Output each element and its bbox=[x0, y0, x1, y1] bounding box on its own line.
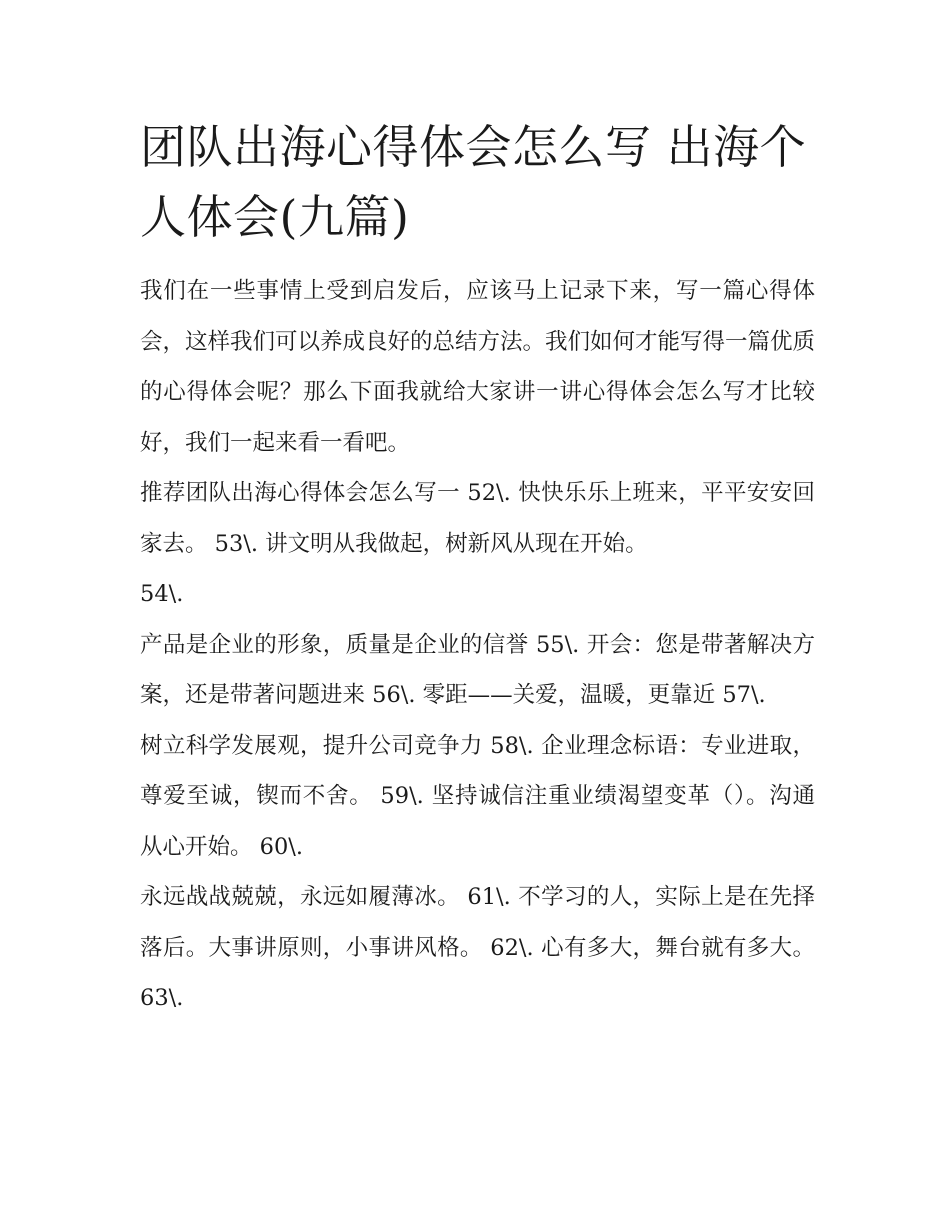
paragraph-slogans-61-63: 永远战战兢兢，永远如履薄冰。 61\. 不学习的人，实际上是在先择落后。大事讲原则，小事讲风格。 62\. 心有多大，舞台就有多大。 63\. bbox=[140, 884, 815, 1011]
paragraph-intro: 我们在一些事情上受到启发后，应该马上记录下来，写一篇心得体会，这样我们可以养成良好的总结方法。我们如何才能写得一篇优质的心得体会呢？那么下面我就给大家讲一讲心得体会怎么写才比较好，我们一起来看一看吧。 bbox=[140, 278, 816, 456]
document-title: 团队出海心得体会怎么写 出海个人体会(九篇) bbox=[140, 120, 807, 244]
paragraph-slogans-52-54: 推荐团队出海心得体会怎么写一 52\. 快快乐乐上班来，平平安安回家去。 53\. 讲文明从我做起，树新风从现在开始。 54\. bbox=[140, 480, 815, 607]
paragraph-slogans-58-60: 树立科学发展观，提升公司竞争力 58\. 企业理念标语：专业进取，尊爱至诚，锲而不舍。 59\. 坚持诚信注重业绩渴望变革（）。沟通从心开始。 60\. bbox=[140, 732, 815, 860]
document-page bbox=[140, 112, 815, 1024]
paragraph-slogans-55-57: 产品是企业的形象，质量是企业的信誉 55\. 开会：您是带著解决方案，还是带著问题进来 56\. 零距——关爱，温暖，更靠近 57\. bbox=[140, 631, 815, 708]
